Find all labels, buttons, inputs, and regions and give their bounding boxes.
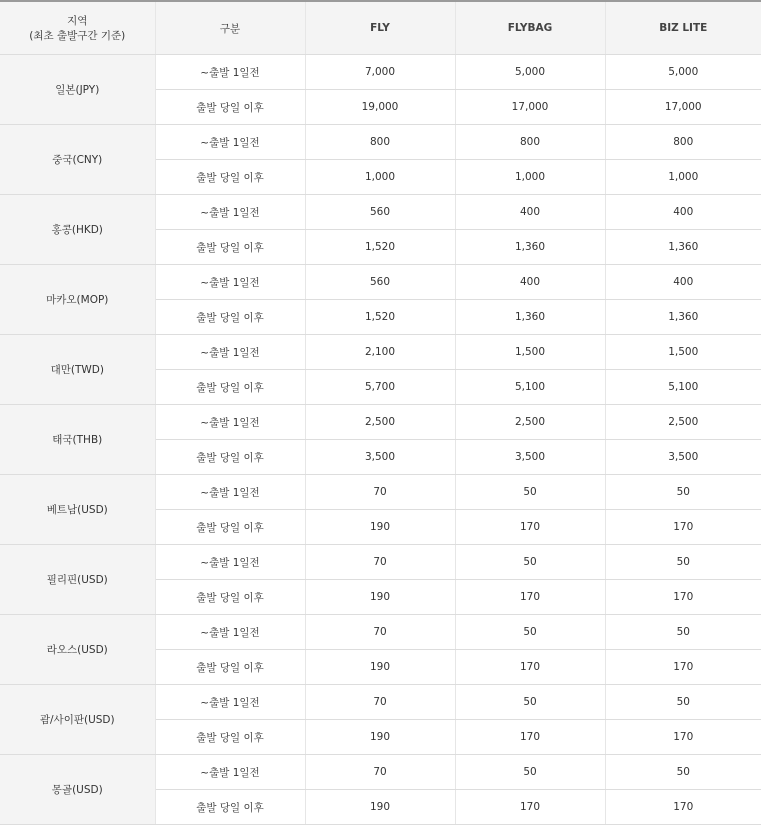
fee-cell-bizlite: 3,500 xyxy=(605,440,761,475)
fee-cell-flybag: 5,100 xyxy=(455,370,605,405)
region-cell: 일본(JPY) xyxy=(0,55,155,125)
period-cell: 출발 당일 이후 xyxy=(155,650,305,685)
fee-cell-fly: 70 xyxy=(305,615,455,650)
period-cell: 출발 당일 이후 xyxy=(155,300,305,335)
fee-cell-flybag: 1,500 xyxy=(455,335,605,370)
fee-cell-flybag: 1,000 xyxy=(455,160,605,195)
table-row xyxy=(0,405,761,440)
period-cell: ~출발 1일전 xyxy=(155,265,305,300)
fee-cell-bizlite: 170 xyxy=(605,580,761,615)
fee-cell-fly: 190 xyxy=(305,650,455,685)
plan-header-flybag: FLYBAG xyxy=(455,1,605,55)
period-cell: 출발 당일 이후 xyxy=(155,90,305,125)
fee-cell-flybag: 50 xyxy=(455,755,605,790)
plan-header-bizlite: BIZ LITE xyxy=(605,1,761,55)
table-row xyxy=(0,615,761,650)
fee-cell-flybag: 3,500 xyxy=(455,440,605,475)
period-cell: ~출발 1일전 xyxy=(155,685,305,720)
fee-cell-fly: 800 xyxy=(305,125,455,160)
fee-cell-flybag: 50 xyxy=(455,615,605,650)
table-body xyxy=(0,55,761,825)
fee-cell-bizlite: 5,000 xyxy=(605,55,761,90)
fee-cell-flybag: 170 xyxy=(455,720,605,755)
fee-cell-flybag: 800 xyxy=(455,125,605,160)
fee-cell-fly: 2,500 xyxy=(305,405,455,440)
fee-cell-fly: 190 xyxy=(305,510,455,545)
fee-cell-fly: 2,100 xyxy=(305,335,455,370)
fee-cell-bizlite: 2,500 xyxy=(605,405,761,440)
period-cell: ~출발 1일전 xyxy=(155,405,305,440)
type-column-header: 구분 xyxy=(155,1,305,55)
fee-cell-fly: 190 xyxy=(305,790,455,825)
region-cell: 중국(CNY) xyxy=(0,125,155,195)
table-row xyxy=(0,125,761,160)
fee-cell-bizlite: 50 xyxy=(605,615,761,650)
fee-cell-bizlite: 50 xyxy=(605,545,761,580)
header-row xyxy=(0,1,761,55)
fee-cell-flybag: 170 xyxy=(455,650,605,685)
region-cell: 베트남(USD) xyxy=(0,475,155,545)
fee-cell-bizlite: 17,000 xyxy=(605,90,761,125)
period-cell: ~출발 1일전 xyxy=(155,335,305,370)
region-header-line1: 지역 xyxy=(67,15,88,27)
fee-cell-flybag: 17,000 xyxy=(455,90,605,125)
fee-cell-flybag: 400 xyxy=(455,195,605,230)
fee-cell-bizlite: 1,360 xyxy=(605,230,761,265)
fee-cell-fly: 70 xyxy=(305,755,455,790)
fee-cell-flybag: 50 xyxy=(455,685,605,720)
fee-cell-bizlite: 400 xyxy=(605,195,761,230)
fee-cell-flybag: 50 xyxy=(455,475,605,510)
fee-cell-bizlite: 170 xyxy=(605,790,761,825)
fee-cell-fly: 1,520 xyxy=(305,300,455,335)
fee-cell-flybag: 170 xyxy=(455,510,605,545)
period-cell: ~출발 1일전 xyxy=(155,195,305,230)
fee-cell-fly: 1,520 xyxy=(305,230,455,265)
fee-cell-fly: 19,000 xyxy=(305,90,455,125)
region-header-line2: (최초 출발구간 기준) xyxy=(29,30,126,42)
fee-cell-bizlite: 50 xyxy=(605,755,761,790)
table-row xyxy=(0,685,761,720)
fee-cell-flybag: 2,500 xyxy=(455,405,605,440)
period-cell: ~출발 1일전 xyxy=(155,125,305,160)
fee-cell-bizlite: 1,500 xyxy=(605,335,761,370)
region-column-header xyxy=(0,1,155,55)
fee-cell-bizlite: 50 xyxy=(605,685,761,720)
period-cell: 출발 당일 이후 xyxy=(155,230,305,265)
table-row xyxy=(0,545,761,580)
fee-cell-flybag: 170 xyxy=(455,580,605,615)
fee-cell-fly: 70 xyxy=(305,545,455,580)
table-row xyxy=(0,55,761,90)
plan-header-fly: FLY xyxy=(305,1,455,55)
period-cell: ~출발 1일전 xyxy=(155,475,305,510)
fee-cell-fly: 5,700 xyxy=(305,370,455,405)
fee-cell-fly: 1,000 xyxy=(305,160,455,195)
period-cell: 출발 당일 이후 xyxy=(155,510,305,545)
region-cell: 라오스(USD) xyxy=(0,615,155,685)
table-header xyxy=(0,1,761,55)
fee-cell-bizlite: 170 xyxy=(605,720,761,755)
period-cell: ~출발 1일전 xyxy=(155,55,305,90)
period-cell: 출발 당일 이후 xyxy=(155,160,305,195)
period-cell: 출발 당일 이후 xyxy=(155,440,305,475)
fee-cell-bizlite: 50 xyxy=(605,475,761,510)
fee-cell-fly: 3,500 xyxy=(305,440,455,475)
fee-cell-bizlite: 400 xyxy=(605,265,761,300)
fee-cell-fly: 70 xyxy=(305,685,455,720)
region-cell: 대만(TWD) xyxy=(0,335,155,405)
period-cell: ~출발 1일전 xyxy=(155,615,305,650)
table-row xyxy=(0,475,761,510)
fee-cell-fly: 7,000 xyxy=(305,55,455,90)
fee-cell-flybag: 50 xyxy=(455,545,605,580)
fee-cell-flybag: 400 xyxy=(455,265,605,300)
table-row xyxy=(0,195,761,230)
region-cell: 필리핀(USD) xyxy=(0,545,155,615)
fee-cell-bizlite: 1,360 xyxy=(605,300,761,335)
table-row xyxy=(0,755,761,790)
fee-cell-flybag: 170 xyxy=(455,790,605,825)
region-cell: 홍콩(HKD) xyxy=(0,195,155,265)
fee-cell-fly: 70 xyxy=(305,475,455,510)
fee-cell-fly: 560 xyxy=(305,265,455,300)
period-cell: 출발 당일 이후 xyxy=(155,370,305,405)
fee-cell-bizlite: 170 xyxy=(605,650,761,685)
table-row xyxy=(0,335,761,370)
period-cell: 출발 당일 이후 xyxy=(155,720,305,755)
fee-cell-bizlite: 800 xyxy=(605,125,761,160)
region-cell: 마카오(MOP) xyxy=(0,265,155,335)
region-cell: 괌/사이판(USD) xyxy=(0,685,155,755)
fee-cell-fly: 190 xyxy=(305,580,455,615)
region-cell: 태국(THB) xyxy=(0,405,155,475)
period-cell: ~출발 1일전 xyxy=(155,545,305,580)
period-cell: 출발 당일 이후 xyxy=(155,790,305,825)
fee-cell-flybag: 1,360 xyxy=(455,300,605,335)
period-cell: 출발 당일 이후 xyxy=(155,580,305,615)
table-row xyxy=(0,265,761,300)
fee-cell-fly: 560 xyxy=(305,195,455,230)
fee-cell-fly: 190 xyxy=(305,720,455,755)
region-cell: 몽골(USD) xyxy=(0,755,155,825)
fee-cell-flybag: 5,000 xyxy=(455,55,605,90)
period-cell: ~출발 1일전 xyxy=(155,755,305,790)
fee-cell-bizlite: 170 xyxy=(605,510,761,545)
fee-cell-bizlite: 1,000 xyxy=(605,160,761,195)
fee-cell-flybag: 1,360 xyxy=(455,230,605,265)
fee-cell-bizlite: 5,100 xyxy=(605,370,761,405)
